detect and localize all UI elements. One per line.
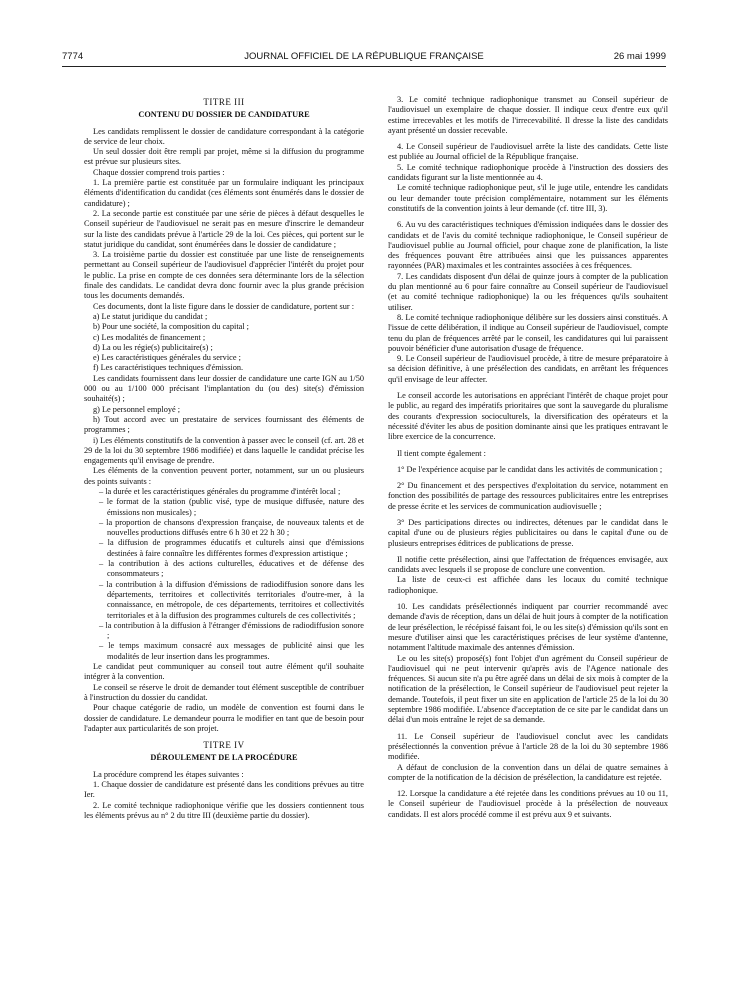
paragraph: Il notifie cette présélection, ainsi que l'affectation de fréquences envisagée, aux candidats avec lesquels il se propose de conclure une convention. bbox=[388, 554, 668, 575]
list-item: c) Les modalités de financement ; bbox=[93, 332, 206, 342]
paragraph: Ces documents, dont la liste figure dans le dossier de candidature, portent sur : bbox=[93, 301, 355, 311]
paragraph: Les candidats remplissent le dossier de candidature correspondant à la catégorie de service de leur choix. bbox=[84, 126, 364, 146]
list-item: – la durée et les caractéristiques générales du programme d'intérêt local ; bbox=[99, 487, 364, 497]
paragraph: Le candidat peut communiquer au conseil tout autre élément qu'il souhaite intégrer à la convention. bbox=[84, 662, 364, 682]
paragraph: 3. Le comité technique radiophonique transmet au Conseil supérieur de l'audiovisuel un exemplaire de chaque dossier. Il indique ceux d'entre eux qu'il estime irrecevables et les motifs de l'irrecevabilité. Il dresse la liste des candidats ayant présenté un dossier recevable. bbox=[388, 95, 668, 135]
list-item: – la proportion de chansons d'expression française, de nouveaux talents et de nouvelles productions diffusés entre 6 h 30 et 22 h 30 ; bbox=[99, 518, 364, 539]
list-item: g) Le personnel employé ; bbox=[93, 404, 181, 414]
list-item: – le format de la station (public visé, type de musique diffusée, nature des émissions non musicales) ; bbox=[99, 497, 364, 518]
paragraph: 12. Lorsque la candidature a été rejetée dans les conditions prévues au 10 ou 11, le Conseil supérieur de l'audiovisuel procède à la présélection de nouveaux candidats. Il est alors procédé comme il est prévu aux 9 et suivants. bbox=[388, 789, 668, 819]
section-title: TITRE IV bbox=[203, 740, 245, 751]
issue-date: 26 mai 1999 bbox=[613, 51, 666, 62]
list-item: a) Le statut juridique du candidat ; bbox=[93, 311, 208, 321]
list-item: i) Les éléments constitutifs de la convention à passer avec le conseil (cf. art. 28 et 29 de la loi du 30 septembre 1986 modifiée) et dans laquelle le candidat précise les engagements qu'il envisage de prendre. bbox=[84, 435, 364, 466]
list-item: – la contribution à la diffusion d'émissions de radiodiffusion sonore dans les départements, territoires et collectivités territoriales d'outre-mer, à la connaissance, en métropole, de ces départements, territoires et collectivités territoriales et à la diffusion des programmes culturels de ces collectivités ; bbox=[99, 580, 364, 621]
paragraph: Le comité technique radiophonique peut, s'il le juge utile, entendre les candidats ou leur demander toute précision complémentaire, notamment sur les éléments constitutifs de la convention joints à leur demande (cf. titre III, 3). bbox=[388, 183, 668, 213]
journal-title: JOURNAL OFFICIEL DE LA RÉPUBLIQUE FRANÇAISE bbox=[244, 51, 484, 62]
paragraph: Le conseil se réserve le droit de demander tout élément susceptible de contribuer à l'instruction du dossier du candidat. bbox=[84, 682, 364, 702]
paragraph: 10. Les candidats présélectionnés indiquent par courrier recommandé avec demande d'avis de réception, dans un délai de huit jours à compter de la notification de leur présélection, le récépissé faisant foi, le ou les site(s) d'émission qu'ils sont en mesure d'utiliser ainsi que les caractéristiques précises de leur système d'antenne, notamment l'altitude maximale des antennes d'émission. bbox=[388, 602, 668, 653]
section-subtitle: DÉROULEMENT DE LA PROCÉDURE bbox=[150, 753, 298, 763]
paragraph: 9. Le Conseil supérieur de l'audiovisuel procède, à titre de mesure préparatoire à sa décision définitive, à une présélection des candidats, en arrêtant les fréquences qu'il envisage de leur affecter. bbox=[388, 354, 668, 384]
paragraph: 2. La seconde partie est constituée par une série de pièces à défaut desquelles le Conseil supérieur de l'audiovisuel ne serait pas en mesure d'inscrire le demandeur sur la liste des candidats prévue à l'article 29 de la loi. Ces pièces, qui portent sur le statut juridique du candidat, sont énumérées dans le dossier de candidature ; bbox=[84, 208, 364, 249]
page-header bbox=[62, 51, 666, 65]
paragraph: 1° De l'expérience acquise par le candidat dans les activités de communication ; bbox=[397, 464, 663, 474]
left-column bbox=[84, 95, 364, 975]
list-item: – la diffusion de programmes éducatifs et culturels ainsi que d'émissions destinées à faire connaître les différentes formes d'expression artistique ; bbox=[99, 538, 364, 559]
header-rule bbox=[62, 66, 666, 67]
paragraph: 2. Le comité technique radiophonique vérifie que les dossiers contiennent tous les éléments prévus au n° 2 du titre III (deuxième partie du dossier). bbox=[84, 800, 364, 820]
paragraph: Le ou les site(s) proposé(s) font l'objet d'un agrément du Conseil supérieur de l'audiovisuel qui ne peut intervenir qu'après avis de l'Agence nationale des fréquences. Si aucun site n'a pu être agréé dans un délai de six mois à compter de la notification de la présélection, le Conseil supérieur de l'audiovisuel peut rejeter la demande. Toutefois, il peut fixer un site en application de l'article 25 de la loi du 30 septembre 1986 modifiée. L'absence d'acceptation de ce site par le candidat dans un délai d'un mois entraîne le rejet de sa demande. bbox=[388, 653, 668, 725]
convention-points-list bbox=[84, 487, 364, 662]
page-number: 7774 bbox=[62, 51, 84, 62]
paragraph: Le conseil accorde les autorisations en appréciant l'intérêt de chaque projet pour le public, au regard des impératifs prioritaires que sont la sauvegarde du pluralisme des courants d'expression socioculturels, la diversification des opérateurs et la nécessité d'éviter les abus de position dominante ainsi que les pratiques entravant le libre exercice de la concurrence. bbox=[388, 391, 668, 442]
list-item: – le temps maximum consacré aux messages de publicité ainsi que les modalités de leur insertion dans les programmes. bbox=[99, 641, 364, 662]
paragraph: Chaque dossier comprend trois parties : bbox=[93, 167, 225, 177]
paragraph: La procédure comprend les étapes suivantes : bbox=[93, 769, 244, 779]
paragraph: 2° Du financement et des perspectives d'exploitation du service, notamment en fonction des possibilités de partage des ressources publicitaires entre les entreprises de presse écrite et les services de communication audiovisuelle ; bbox=[388, 481, 668, 511]
list-item: h) Tout accord avec un prestataire de services fournissant des éléments de programmes ; bbox=[84, 414, 364, 435]
list-item: f) Les caractéristiques techniques d'émission. bbox=[93, 363, 244, 373]
paragraph: 7. Les candidats disposent d'un délai de quinze jours à compter de la publication du plan mentionné au 6 pour faire connaître au Conseil supérieur de l'audiovisuel (et au comité technique radiophonique) la ou les fréquences qu'ils souhaitent utiliser. bbox=[388, 271, 668, 312]
paragraph: 6. Au vu des caractéristiques techniques d'émission indiquées dans le dossier des candidats et de l'avis du comité technique radiophonique, le Conseil supérieur de l'audiovisuel publie au Journal officiel, pour chaque zone de planification, la liste des fréquences pouvant être attribuées ainsi que les puissances apparentes rayonnées (PAR) maximales et les contraintes associées à ces fréquences. bbox=[388, 220, 668, 271]
paragraph: 3. La troisième partie du dossier est constituée par une liste de renseignements permettant au Conseil supérieur de l'audiovisuel d'apprécier l'intérêt du projet pour le public. La prise en compte de ces données sera déterminante lors de la sélection finale des candidats. Le candidat devra donc fournir avec la plus grande précision tous les documents demandés. bbox=[84, 250, 364, 301]
list-item: d) La ou les régie(s) publicitaire(s) ; bbox=[93, 342, 213, 352]
paragraph: Pour chaque catégorie de radio, un modèle de convention est fourni dans le dossier de candidature. Le demandeur pourra le modifier en tant que de besoin pour l'adapter aux particularités de son projet. bbox=[84, 703, 364, 733]
list-item: – la contribution à la diffusion à l'étranger d'émissions de radiodiffusion sonore ; bbox=[99, 621, 364, 642]
paragraph: 3° Des participations directes ou indirectes, détenues par le candidat dans le capital d'une ou de plusieurs régies publicitaires ou dans le capital d'une ou de plusieurs entreprises éditrices de publications de presse. bbox=[388, 517, 668, 548]
paragraph: Les éléments de la convention peuvent porter, notamment, sur un ou plusieurs des points suivants : bbox=[84, 466, 364, 486]
paragraph: La liste de ceux-ci est affichée dans les locaux du comité technique radiophonique. bbox=[388, 575, 668, 595]
paragraph: 1. La première partie est constituée par un formulaire indiquant les principaux éléments d'identification du candidat (ces éléments sont énumérés dans le dossier de candidature) ; bbox=[84, 178, 364, 208]
paragraph: 1. Chaque dossier de candidature est présenté dans les conditions prévues au titre Ier. bbox=[84, 780, 364, 800]
list-item: b) Pour une société, la composition du capital ; bbox=[93, 322, 249, 332]
list-item: – la contribution à des actions culturelles, éducatives et de défense des consommateurs ; bbox=[99, 559, 364, 580]
paragraph: Les candidats fournissent dans leur dossier de candidature une carte IGN au 1/50 000 ou au 1/100 000 précisant l'implantation du (ou des) site(s) d'émission souhaité(s) ; bbox=[84, 373, 364, 404]
paragraph: 11. Le Conseil supérieur de l'audiovisuel conclut avec les candidats présélectionnés la convention prévue à l'article 28 de la loi du 30 septembre 1986 modifiée. bbox=[388, 731, 668, 762]
paragraph: Il tient compte également : bbox=[397, 448, 486, 458]
list-item: e) Les caractéristiques générales du service ; bbox=[93, 353, 241, 363]
section-subtitle: CONTENU DU DOSSIER DE CANDIDATURE bbox=[138, 110, 310, 120]
right-column bbox=[388, 95, 668, 975]
section-title: TITRE III bbox=[203, 97, 245, 107]
paragraph: A défaut de conclusion de la convention dans un délai de quatre semaines à compter de la notification de la décision de présélection, la candidature est rejetée. bbox=[388, 762, 668, 782]
paragraph: 8. Le comité technique radiophonique délibère sur les dossiers ainsi constitués. A l'issue de cette délibération, il indique au Conseil supérieur de l'audiovisuel, compte tenu du plan de fréquences arrêté par le conseil, les candidatures qui lui paraissent pouvoir bénéficier d'une autorisation d'usage de fréquence. bbox=[388, 312, 668, 353]
paragraph: Un seul dossier doit être rempli par projet, même si la diffusion du programme est prévue sur plusieurs sites. bbox=[84, 147, 364, 167]
paragraph: 4. Le Conseil supérieur de l'audiovisuel arrête la liste des candidats. Cette liste est publiée au Journal officiel de la République française. bbox=[388, 142, 668, 162]
paragraph: 5. Le comité technique radiophonique procède à l'instruction des dossiers des candidats figurant sur la liste mentionnée au 4. bbox=[388, 162, 668, 183]
